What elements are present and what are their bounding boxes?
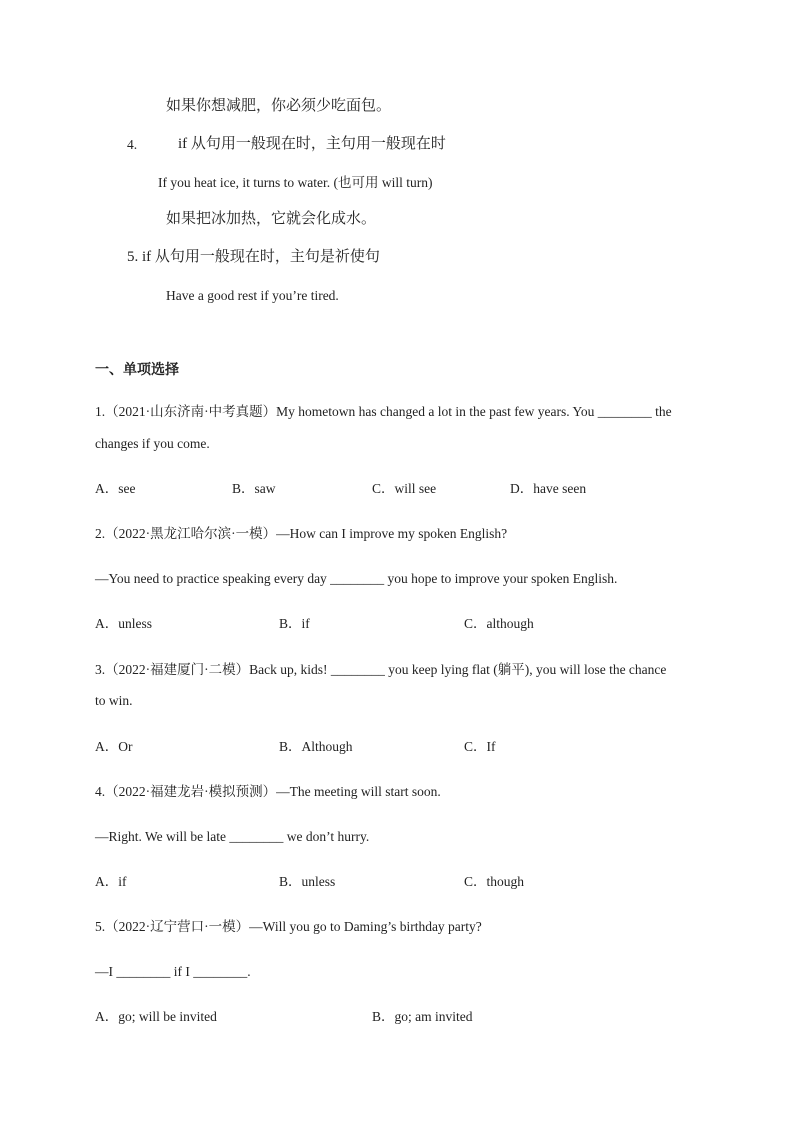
question-4-option-b: B．unless [279, 874, 336, 889]
question-1-stem-cont: changes if you come. [95, 436, 210, 451]
question-5-stem-cont: —I ________ if I ________. [95, 964, 251, 979]
rule-4-example-translation: 如果把冰加热，它就会化成水。 [166, 211, 377, 227]
question-3-option-c: C．If [464, 739, 496, 754]
question-5-option-a: A．go; will be invited [95, 1009, 217, 1024]
question-2-option-a: A．unless [95, 616, 152, 631]
question-1-option-a: A．see [95, 481, 136, 496]
question-3-option-b: B．Although [279, 739, 353, 754]
question-2-stem-cont: —You need to practice speaking every day ________ you hope to improve your spoken English. [95, 571, 618, 586]
rule-4-text: if 从句用一般现在时，主句用一般现在时 [178, 136, 446, 152]
rule-4-example: If you heat ice, it turns to water. (也可用 will turn) [158, 175, 433, 190]
question-2-option-b: B．if [279, 616, 310, 631]
question-1-stem: 1.（2021·山东济南·中考真题）My hometown has changed a lot in the past few years. You ________ the [95, 404, 672, 419]
question-1-option-d: D．have seen [510, 481, 587, 496]
question-5-option-b: B．go; am invited [372, 1009, 473, 1024]
question-1-option-c: C．will see [372, 481, 437, 496]
question-5-stem: 5.（2022·辽宁营口·一模）—Will you go to Daming’s birthday party? [95, 919, 482, 934]
question-3-stem-cont: to win. [95, 693, 133, 708]
rule-4-number: 4. [127, 137, 138, 152]
question-2-stem: 2.（2022·黑龙江哈尔滨·一模）—How can I improve my spoken English? [95, 526, 508, 541]
question-4-stem: 4.（2022·福建龙岩·模拟预测）—The meeting will start soon. [95, 784, 441, 799]
question-3-option-a: A．Or [95, 739, 133, 754]
rule-5-text: 5. if 从句用一般现在时，主句是祈使句 [127, 249, 380, 265]
section-title: 一、单项选择 [95, 363, 179, 378]
question-3-stem: 3.（2022·福建厦门·二模）Back up, kids! ________ you keep lying flat (躺平), you will lose the chance [95, 662, 667, 677]
rule-5-example: Have a good rest if you’re tired. [166, 288, 339, 303]
question-4-stem-cont: —Right. We will be late ________ we don’t hurry. [95, 829, 370, 844]
question-1-option-b: B．saw [232, 481, 276, 496]
question-4-option-a: A．if [95, 874, 127, 889]
question-4-option-c: C．though [464, 874, 525, 889]
question-2-option-c: C．although [464, 616, 534, 631]
example-translation-weight: 如果你想减肥，你必须少吃面包。 [166, 98, 392, 114]
